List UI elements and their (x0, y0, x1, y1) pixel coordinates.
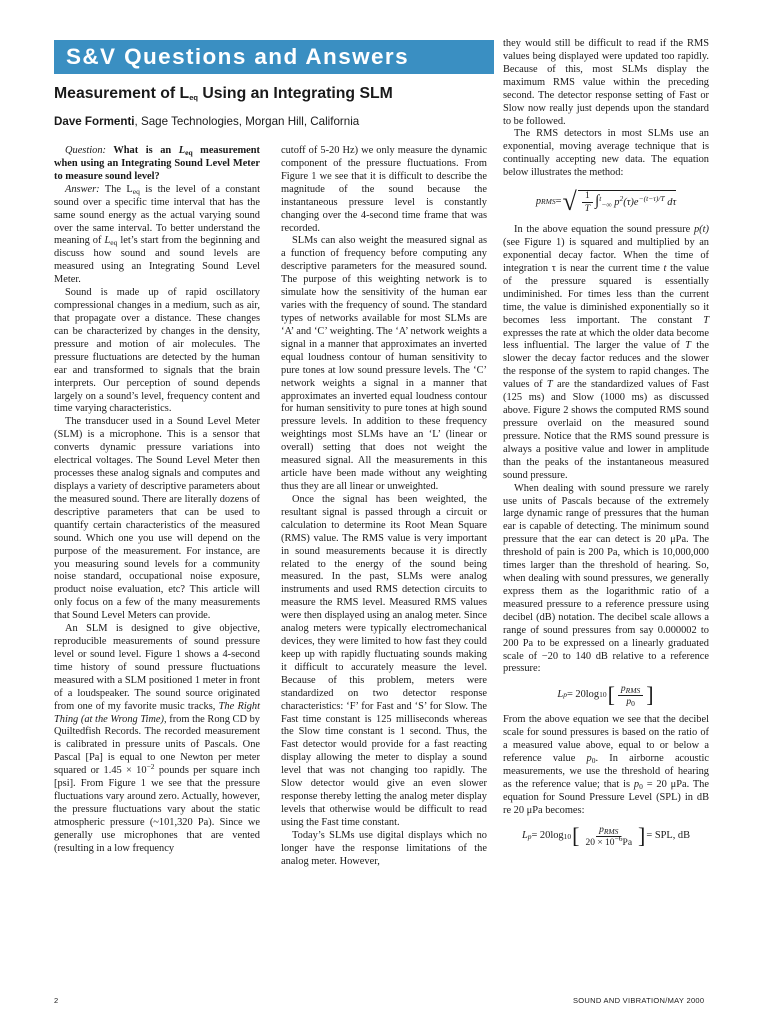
body-text: An SLM is designed to give objective, reproducible measurements of sound pressure level or sound level. Figure 1 shows a 4-second time history of sound pressure fluctuations measured with a SLM positioned 1 meter in front of a loudspeaker. The sound source originated from one of my favorite music tracks, (54, 623, 260, 712)
question-label: Question: (65, 145, 106, 156)
eq-symbol: p (535, 195, 542, 207)
answer-text: The L (99, 183, 133, 195)
body-text: . In airborne acoustic measurements, we use the threshold of hearing as the reference value; that is (503, 753, 709, 791)
author-affiliation: , Sage Technologies, Morgan Hill, California (134, 115, 360, 128)
symbol: t (663, 262, 667, 274)
eq-result: = SPL, dB (646, 830, 691, 842)
body-paragraph: SLMs can also weight the measured signal as a function of frequency before computing any descriptive parameters for the measured sound. The purpose of this weighting network is to simulate how the sensitivity of the human ear varies with the frequency of sound. The standard types of networks available for most SLMs are ‘A’ and ‘C’ weighting. The ‘A’ network weights a signal in a manner that approximates an inverted equal loudness contour of human sensitivity to pure tones at low sound pressure levels. The ‘C’ network weights a signal in a manner that approximates an inverted equal loudness contour for human sensitivity to pure tones at high sound pressure levels. In addition to these frequency weightings most SLMs have an ‘L’ (linear or overall) setting that does not weight the measured signal. All the measurements in this article have been made without any weighting thus they are all linear or unweighted. (281, 235, 487, 492)
body-paragraph: The RMS detectors in most SLMs use an exponential, moving average technique that is continually accepting new data. The equation below illustrates the method: (503, 128, 709, 179)
eq-symbol: dτ (664, 197, 677, 209)
eq-operator: = 20log (566, 688, 600, 700)
eq-operator: = (555, 195, 562, 207)
body-paragraph: The transducer used in a Sound Level Meter (SLM) is a microphone. This is a sensor that converts dynamic pressure variations into electrical voltages. The Sound Level Meter then processes these analog signals and computes and displays a variety of descriptive parameters about the measured sound. There are literally dozens of descriptive parameters that can be used to quantify certain characteristics of the measured sound. Which one you use will depend on the purpose of the measurement. For instance, are you measuring sound levels for a community noise standard, occupational noise exposure, product noise evaluation, etc? This article will only focus on a few of the many measurements that Sound Level Meters can provide. (54, 416, 261, 622)
exponent: −2 (146, 762, 155, 772)
title-text-rest: Using an Integrating SLM (197, 85, 393, 102)
body-text: , from the Rong CD by Quiltedfish Records. The recorded measurement is calibrated in pressure units of Pascals. One Pascal [Pa] is equal to one Newton per meter squared or 1.45 × 10 (54, 713, 260, 777)
column-3 (503, 38, 709, 856)
body-text: the slower the decay factor reduces and the slower the response of the system to rapid changes. The values of (503, 340, 709, 391)
title-text: Measurement of L (54, 85, 190, 102)
eq-symbol: p (611, 197, 620, 209)
eq-fraction (582, 825, 635, 848)
subscript: 0 (639, 782, 643, 792)
eq-symbol: L (557, 688, 564, 700)
eq-fraction (618, 684, 643, 707)
title-subscript: eq (189, 93, 198, 102)
equation-lp: L p = 20log 10 [ $\frac{p_{RMS}}{p_0}$ ] (557, 681, 654, 708)
body-text: are the standardized values of Fast (125 ms) and Slow (1000 ms) as discussed above. Figure 2 shows the computed RMS sound pressure overlaid on the measured sound pressure. Notice that the RMS sound pressure is always a positive value and lower in amplitude than the peaks of the instantaneous measured sound pressure. (503, 379, 709, 481)
eq-unit: Pa (622, 838, 633, 849)
body-paragraph: Sound is made up of rapid oscillatory compressional changes in a medium, such as air, that propagate over a distance. These changes can be characterized by changes in the density, pressure and motion of air molecules. The pressure fluctuations are detected by the human ear and transformed to signals that the brain interprets. Our perception of sound depends largely on a sound’s level, frequency content and time varying characteristics. (54, 287, 260, 415)
section-banner (54, 40, 494, 74)
left-bracket: [ (572, 823, 580, 849)
symbol: p(t) (693, 224, 709, 236)
author-name: Dave Formenti (54, 115, 135, 128)
body-paragraph (54, 623, 260, 856)
right-bracket: ] (638, 823, 646, 849)
song-title: The Right Thing (at the Wrong Time) (54, 700, 260, 725)
symbol: p (586, 753, 592, 765)
eq-symbol: p (620, 683, 626, 694)
equation-rms: p RMS = √ $\frac{1}{T}$ ∫$^t_{-\infty}$ $p^2(\tau)e^{-(t-\tau)/T}$ dτ (535, 186, 677, 216)
eq-numerator: 1 (582, 191, 593, 203)
body-text: the value of the pressure squared is essentially undiminished. For times less than the current time, the value is diminished exponentially so it becomes less important. The constant (503, 262, 710, 326)
question-paragraph (54, 145, 260, 184)
column-1 (54, 145, 260, 856)
body-text: = 20 μPa. The equation for Sound Pressure Level (SPL) in dB re 20 μPa becomes: (503, 779, 709, 816)
question-text-rest: measurement when using an Integrating Sound Level Meter to measure sound level? (54, 145, 260, 182)
body-text: From the above equation we see that the decibel scale for sound pressures is based on the ratio of a measured value above, equal to or below a reference value (503, 714, 709, 765)
eq-exponent: −6 (614, 834, 623, 844)
body-paragraph: cutoff of 5-20 Hz) we only measure the dynamic component of the pressure fluctuations. From Figure 1 we see that it is difficult to describe the magnitude of the sound because the instantaneous pressure level is constantly changing over the 4-second time frame that was recorded. (281, 145, 487, 234)
right-bracket: ] (646, 681, 654, 707)
body-text: In the above equation the sound pressure (514, 224, 694, 236)
article-title (54, 84, 494, 104)
eq-exponent: −(t−τ)/T (638, 194, 665, 204)
page-number: 2 (54, 996, 59, 1005)
eq-exponent: 2 (619, 194, 624, 204)
equation-spl: L p = 20log 10 [ $\frac{p_{RMS}}{20 \times 10^{-6}Pa}$ ] = SPL, dB (521, 823, 691, 849)
eq-denominator (582, 834, 635, 849)
symbol: T (703, 314, 709, 326)
body-text: (see Figure 1) is squared and multiplied by an exponential decay factor. When the time of integration τ is near the current time (503, 237, 709, 274)
answer-symbol: L (104, 235, 111, 247)
answer-subscript-2: eq (110, 238, 118, 248)
symbol: T (546, 379, 553, 391)
question-subscript: eq (185, 148, 193, 157)
body-paragraph: When dealing with sound pressure we rarely use units of Pascals because of the extremely large dynamic range of pressures that the human ear is capable of detecting. The minimum sound pressure that the ear can detect is 20 μPa. The threshold of pain is 200 Pa, which is 10,000,000 times larger than the threshold of hearing. So, when dealing with sound pressures, we generally express them as the logarithmic ratio of a measured pressure to a reference pressure using decibel (dB) notation. The decibel scale allows a range of sound pressures from say 0.000002 to 200 Pa to be expressed on a linearly graduated scale of −20 to 140 dB relative to a reference pressure: (503, 482, 709, 675)
answer-subscript: eq (132, 186, 140, 196)
integral-upper: t (599, 194, 602, 204)
body-paragraph (503, 714, 709, 817)
left-bracket: [ (607, 681, 615, 707)
symbol: p (633, 779, 640, 791)
eq-operator: = 20log (531, 830, 564, 842)
radicand (578, 190, 676, 214)
body-paragraph: Once the signal has been weighted, the resultant signal is passed through a circuit or calculation to determine its Root Mean Square (RMS) value. The RMS value is very important in sound measurements because it is directly related to the energy of the sound being measured. In the past, SLMs were analog instruments and used RMS detection circuits to measure the RMS level. Measured RMS values were then displayed using an analog meter. Since analog meters were typically electromechanical devices, they were limited to how fast they could keep up with rapidly fluctuating sounds making it difficult to accurately measure the level. Because of this problem, meters were standardized on two detector response characteristics: ‘F’ for Fast and ‘S’ for Slow. The Fast time constant is 125 milliseconds whereas the Slow time constant is 1 second. Thus, the Fast detector would provide for a fast reacting display allowing the meter to display a sound level that was not changing too rapidly. The Slow detector would give an even slower response thereby letting the analog meter display levels that otherwise would be difficult to read using the Fast time constant. (281, 493, 487, 828)
eq-symbol: L (521, 830, 528, 842)
banner-title: S&V Questions and Answers (66, 44, 409, 69)
author-line (54, 114, 494, 129)
answer-label: Answer: (65, 183, 100, 195)
eq-subscript: RMS (625, 685, 641, 695)
body-text: pounds per square inch [psi]. From Figure 1 we see that the pressure fluctuations vary around zero. Actually, however, the pressure fluctuations vary about the static atmospheric pressure (~101,320 Pa). Since we generally use microphones that are vented (resulting in a low frequency (54, 765, 260, 854)
body-paragraph: they would still be difficult to read if the RMS values being displayed were updated too rapidly. Because of this, most SLMs display the maximum RMS value within the preceding second. The detector response setting of Fast or Slow now really just depends upon the standard to be followed. (503, 38, 709, 127)
answer-text-2: is the level of a constant sound over a specific time interval that has the same sound energy as the actual varying sound over the same interval. To better understand the meaning of (54, 183, 260, 247)
subscript: 0 (591, 756, 596, 766)
answer-text-3: let’s start from the beginning and discuss how sound and sound levels are measured using an Integrating Sound Level Meter. (54, 235, 260, 286)
question-symbol: L (178, 145, 186, 156)
eq-fraction (582, 191, 593, 214)
eq-subscript: RMS (603, 827, 619, 837)
radical-sign: √ (562, 186, 577, 216)
eq-number: 20 × 10 (585, 838, 615, 849)
body-paragraph (503, 224, 709, 482)
eq-numerator (618, 684, 643, 696)
eq-subscript: 0 (631, 698, 635, 708)
integral-sign: ∫ (595, 193, 600, 210)
question-text: What is an (105, 145, 179, 156)
column-2 (281, 145, 487, 869)
eq-symbol: (τ)e (623, 197, 639, 209)
eq-symbol: p (599, 825, 604, 836)
eq-denominator (623, 696, 638, 707)
body-paragraph: Today’s SLMs use digital displays which no longer have the response limitations of the analog meter. However, (281, 829, 487, 867)
symbol: T (685, 340, 691, 352)
answer-paragraph (54, 184, 260, 287)
body-text: expresses the rate at which the older data become less influential. The larger the value of (503, 327, 709, 352)
eq-denominator: T (584, 204, 591, 215)
eq-symbol: p (626, 696, 632, 707)
journal-footer: SOUND AND VIBRATION/MAY 2000 (573, 996, 705, 1005)
integral-lower: −∞ (601, 200, 612, 210)
